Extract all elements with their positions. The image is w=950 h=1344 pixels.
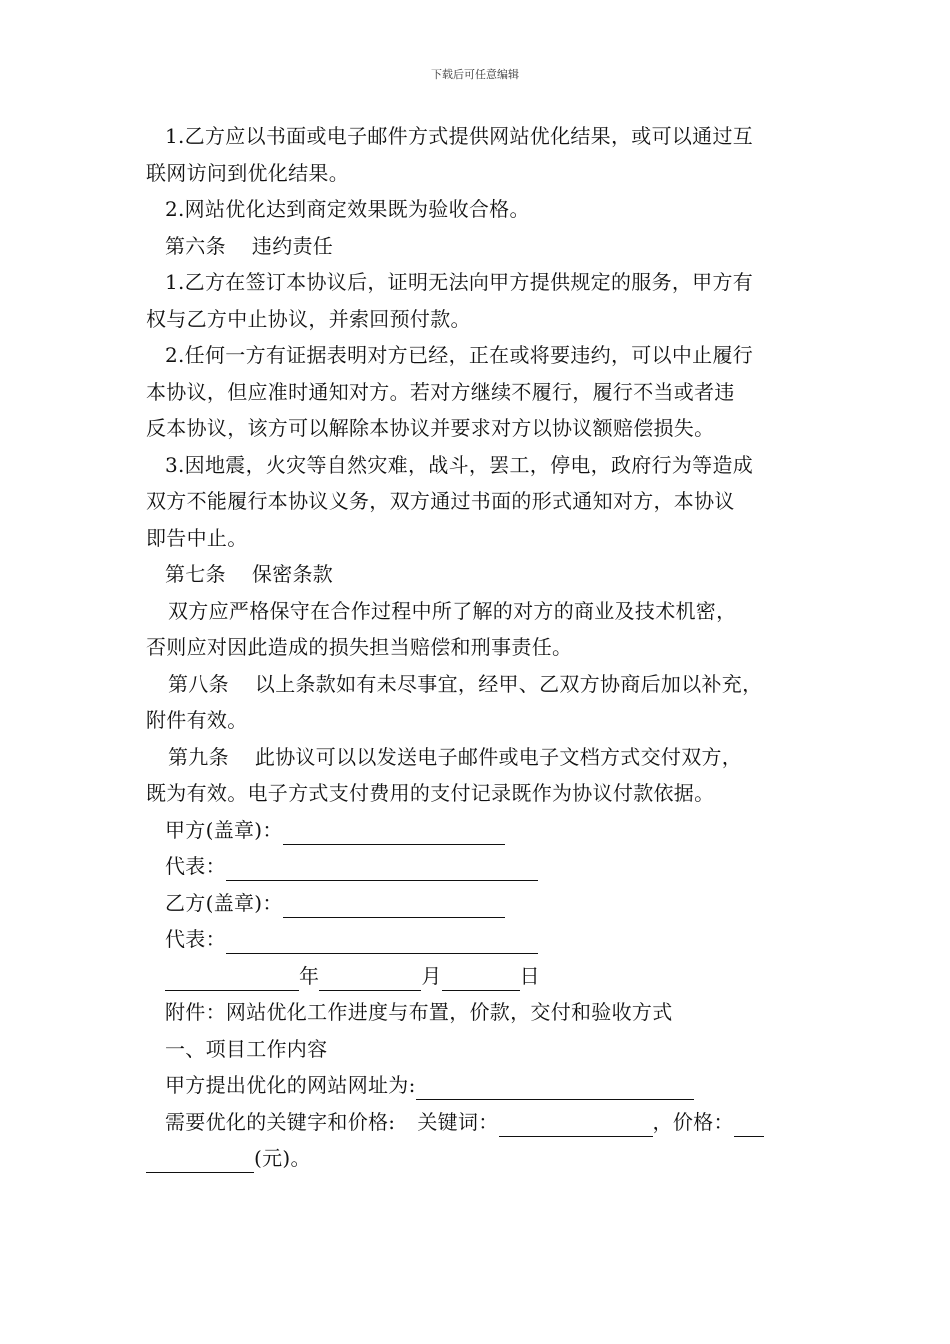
paragraph-line: 权与乙方中止协议，并索回预付款。 (146, 306, 471, 331)
year-label: 年 (299, 963, 320, 988)
representative-blank[interactable] (226, 854, 538, 881)
keyword-price-label: 需要优化的关键字和价格: (165, 1109, 396, 1134)
party-a-seal-blank[interactable] (283, 818, 505, 845)
keyword-blank[interactable] (499, 1110, 653, 1137)
paragraph-line: 1.乙方应以书面或电子邮件方式提供网站优化结果，或可以通过互 (165, 124, 754, 148)
article-text: 以上条款如有未尽事宜，经甲、乙双方协商后加以补充， (254, 671, 763, 696)
paragraph-line: 2.网站优化达到商定效果既为验收合格。 (165, 197, 530, 221)
article-7-heading (146, 556, 816, 593)
price-blank-start[interactable] (734, 1110, 764, 1137)
party-b-seal-label: 乙方(盖章)： (165, 890, 283, 915)
paragraph-line: 否则应对因此造成的损失担当赔偿和刑事责任。 (146, 635, 573, 659)
document-body (146, 118, 816, 1177)
keyword-label: 关键词： (417, 1109, 499, 1134)
paragraph-line: 双方不能履行本协议义务，双方通过书面的形式通知对方，本协议 (146, 489, 735, 513)
price-blank-end[interactable] (146, 1146, 254, 1173)
article-number: 第七条 (165, 562, 226, 586)
year-blank[interactable] (165, 964, 299, 991)
party-a-representative-line (146, 848, 816, 885)
article-number: 第六条 (165, 233, 226, 258)
website-url-label: 甲方提出优化的网站网址为: (165, 1073, 416, 1097)
paragraph-line: 本协议，但应准时通知对方。若对方继续不履行，履行不当或者违 (146, 379, 735, 404)
paragraph-line: 3.因地震，火灾等自然灾难，战斗，罢工，停电，政府行为等造成 (165, 452, 754, 477)
website-url-blank[interactable] (416, 1073, 694, 1100)
date-line (146, 958, 816, 995)
party-a-seal-label: 甲方(盖章)： (165, 817, 283, 842)
party-b-representative-line (146, 921, 816, 958)
day-label: 日 (519, 963, 540, 988)
article-title: 违约责任 (251, 233, 334, 258)
article-number: 第九条 (168, 744, 229, 769)
party-a-seal-line (146, 812, 816, 849)
paragraph-line: 附件有效。 (146, 708, 248, 732)
paragraph-line: 既为有效。电子方式支付费用的支付记录既作为协议付款依据。 (146, 781, 715, 805)
representative-label: 代表： (165, 927, 226, 951)
attachment-title: 附件：网站优化工作进度与布置，价款，交付和验收方式 (165, 1000, 673, 1024)
article-8-line (146, 666, 816, 703)
paragraph-line: 1.乙方在签订本协议后，证明无法向甲方提供规定的服务，甲方有 (165, 270, 754, 294)
price-continuation-line (146, 1140, 816, 1177)
keyword-price-line (146, 1104, 816, 1141)
article-6-heading (146, 228, 816, 265)
section-heading: 一、项目工作内容 (165, 1036, 328, 1061)
party-b-seal-line (146, 885, 816, 922)
paragraph-line: 双方应严格保守在合作过程中所了解的对方的商业及技术机密， (168, 598, 737, 623)
article-9-line (146, 739, 816, 776)
price-label: ，价格： (652, 1109, 734, 1134)
representative-blank[interactable] (226, 927, 538, 954)
paragraph-line: 反本协议，该方可以解除本协议并要求对方以协议额赔偿损失。 (146, 416, 715, 440)
website-url-line (146, 1067, 816, 1104)
article-title: 保密条款 (251, 562, 334, 586)
paragraph-line: 2.任何一方有证据表明对方已经，正在或将要违约，可以中止履行 (165, 343, 754, 367)
article-text: 此协议可以以发送电子邮件或电子文档方式交付双方， (254, 744, 743, 769)
party-b-seal-blank[interactable] (283, 891, 505, 918)
representative-label: 代表： (165, 854, 226, 878)
page-header: 下载后可任意编辑 (431, 68, 519, 81)
month-blank[interactable] (319, 964, 421, 991)
day-blank[interactable] (442, 964, 520, 991)
article-number: 第八条 (168, 671, 229, 696)
paragraph-line: 即告中止。 (146, 525, 248, 550)
paragraph-line: 联网访问到优化结果。 (146, 160, 349, 185)
currency-unit: (元)。 (254, 1146, 311, 1170)
month-label: 月 (421, 963, 442, 988)
